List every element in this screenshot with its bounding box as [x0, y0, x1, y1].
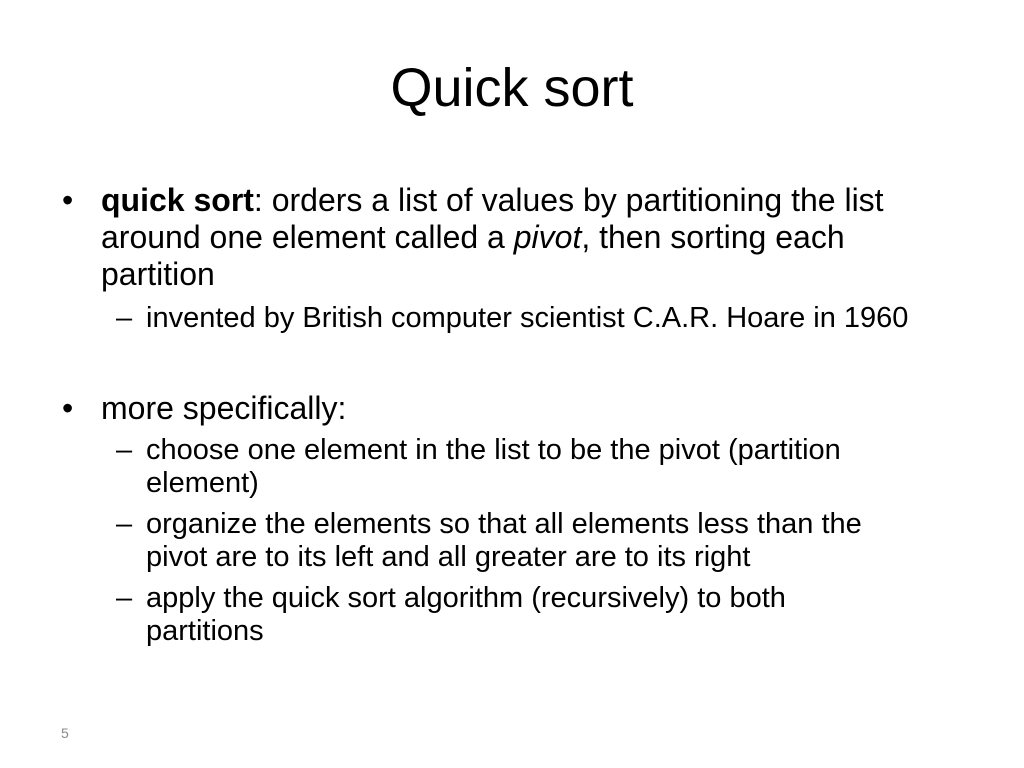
- sub-bullet-item-recurse: [116, 582, 786, 648]
- line-text: : orders a list of values by partitioning the list: [253, 182, 884, 218]
- sub-bullet-text: [146, 582, 786, 648]
- italic-term: pivot: [513, 219, 582, 255]
- sub-bullet-line: invented by British computer scientist C.A.R. Hoare in 1960: [146, 302, 909, 334]
- slide-page-number: 5: [61, 725, 69, 741]
- sub-bullet-item-organize: [116, 508, 862, 574]
- sub-bullet-text: [146, 302, 908, 335]
- dash-marker: –: [116, 582, 133, 614]
- sub-bullet-line: apply the quick sort algorithm (recursively) to both: [146, 582, 786, 614]
- slide-title: Quick sort: [390, 58, 634, 118]
- sub-bullet-line: organize the elements so that all elements less than the: [146, 508, 862, 540]
- dash-marker: –: [116, 434, 133, 466]
- bullet-text: [101, 182, 884, 293]
- bullet-line: partition: [101, 256, 215, 292]
- bullet-marker: •: [62, 390, 74, 426]
- sub-bullet-line: partitions: [146, 615, 264, 647]
- bullet-line: more specifically:: [101, 390, 347, 426]
- bullet-item-quick-sort: [60, 182, 884, 293]
- sub-bullet-text: [146, 434, 841, 500]
- sub-bullet-item-inventor: [116, 302, 908, 335]
- bold-term: quick sort: [101, 182, 254, 218]
- sub-bullet-line: choose one element in the list to be the pivot (partition: [146, 434, 841, 466]
- dash-marker: –: [116, 302, 133, 334]
- bullet-text: [101, 390, 346, 427]
- sub-bullet-line: pivot are to its left and all greater are to its right: [146, 541, 751, 573]
- sub-bullet-item-choose-pivot: [116, 434, 841, 500]
- line-text: , then sorting each: [581, 219, 845, 255]
- bullet-line: [101, 182, 884, 219]
- dash-marker: –: [116, 508, 133, 540]
- line-text: around one element called a: [101, 219, 514, 255]
- bullet-item-more-specifically: [60, 390, 346, 427]
- bullet-marker: •: [62, 182, 74, 218]
- sub-bullet-line: element): [146, 467, 259, 499]
- sub-bullet-text: [146, 508, 862, 574]
- bullet-line: [101, 219, 884, 256]
